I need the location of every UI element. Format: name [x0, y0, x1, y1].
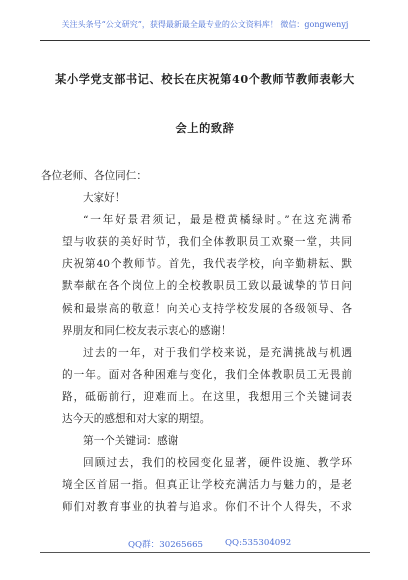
footer-divider: [40, 552, 370, 553]
salutation: 各位老师、各位同仁：: [41, 170, 147, 182]
paragraph-2-line: 的一年。面对各种困难与变化，我们全体教职员工无畏前: [62, 368, 352, 381]
footer-qq-number: QQ:535304092: [225, 538, 292, 548]
paragraph-1-line: 默奉献在各个岗位上的全校教职员工致以最诚挚的节日问: [62, 280, 352, 293]
footer-qq-group: QQ群：30265665: [128, 540, 204, 550]
header-divider: [40, 40, 370, 41]
body-text: [41, 165, 352, 519]
paragraph-1-line: 望与收获的美好时节，我们全体教职员工欢聚一堂，共同: [62, 236, 352, 249]
paragraph-1-line: 庆祝第40个教师节。首先，我代表学校，向辛勤耕耘、默: [62, 258, 352, 271]
paragraph-2-line: 达今天的感想和对大家的期望。: [62, 413, 211, 426]
header-banner: 关注头条号“公文研究”，获得最新最全最专业的公文资料库！ 微信：gongwenyj: [61, 20, 349, 29]
paragraph-2-line: 过去的一年，对于我们学校来说，是充满挑战与机遇: [83, 346, 352, 359]
paragraph-3-line: 师们对教育事业的执着与追求。你们不计个人得失，不求: [62, 501, 352, 514]
greeting: 大家好！: [83, 192, 126, 205]
paragraph-1-line: “一年好景君须记，最是橙黄橘绿时。”在这充满希: [83, 214, 352, 227]
document-title-line-2: 会上的致辞: [175, 121, 235, 135]
paragraph-1-line: 候和最崇高的敬意！向关心支持学校发展的各级领导、各: [62, 302, 352, 315]
footer: [40, 538, 370, 552]
document-title-line-1: 某小学党支部书记、校长在庆祝第40个教师节教师表彰大: [55, 72, 355, 86]
paragraph-1-line: 界朋友和同仁校友表示衷心的感谢！: [62, 324, 232, 337]
paragraph-3-line: 境全区首屈一指。但真正让学校充满活力与魅力的，是老: [62, 479, 352, 492]
paragraph-3-line: 回顾过去，我们的校园变化显著，硬件设施、教学环: [83, 457, 352, 470]
paragraph-2-line: 路，砥砺前行，迎难而上。在这里，我想用三个关键词表: [62, 390, 352, 403]
keyword-heading: 第一个关键词：感谢: [83, 435, 179, 448]
